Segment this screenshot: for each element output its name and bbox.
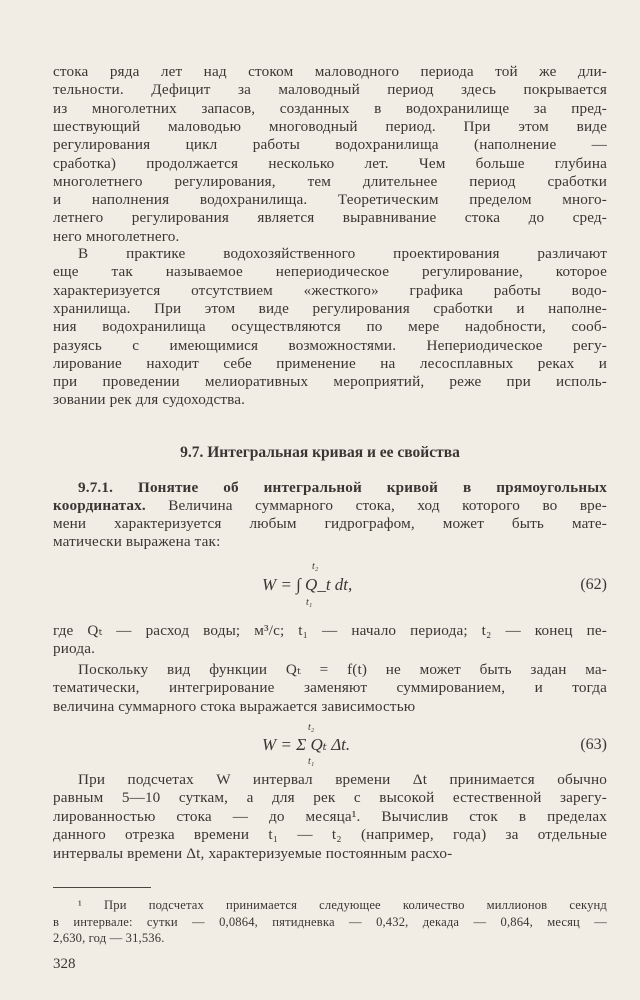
subsection-title-line	[78, 479, 607, 497]
paragraph-1-line: шествующий маловодью многоводный период. При этом виде	[53, 117, 607, 135]
subsection-lines-line: матически выражена так:	[53, 533, 221, 551]
paragraph-4-line: тематически, интегрирование заменяют суммированием, и тогда	[53, 679, 607, 697]
paragraph-4-line: Поскольку вид функции Qₜ = f(t) не может быть задан ма-	[78, 661, 607, 678]
paragraph-1-line: регулирования цикл работы водохранилища (наполнение —	[53, 136, 607, 154]
paragraph-5-line: равным 5—10 суткам, а для рек с высокой естественной зарегу-	[53, 789, 607, 807]
paragraph-4-line: величина суммарного стока выражается зависимостью	[53, 697, 416, 715]
footnote-divider	[53, 887, 151, 888]
paragraph-2-line: лирование находит себе применение на лесосплавных реках и	[53, 354, 607, 372]
paragraph-1-line: и наполнения водохранилища. Теоретическим пределом много-	[53, 191, 607, 209]
paragraph-2-line: при проведении мелиоративных мероприятий, реже при исполь-	[53, 373, 607, 391]
formula-63-lower-limit: t₁	[308, 756, 315, 767]
paragraph-5-line: интервалы времени Δt, характеризуемые постоянным расхо-	[53, 844, 453, 862]
section-heading: 9.7. Интегральная кривая и ее свойства	[180, 444, 460, 461]
paragraph-2-line: ния водохранилища осуществляются по мере надобности, сооб-	[53, 318, 607, 336]
footnote-line: ¹ При подсчетах принимается следующее количество миллионов секунд	[78, 898, 607, 912]
subsection-title: 9.7.1. Понятие об интегральной кривой в прямоугольных	[78, 479, 607, 496]
paragraph-3-line: риода.	[53, 640, 96, 658]
paragraph-1-line: тельности. Дефицит за маловодный период здесь покрывается	[53, 81, 607, 99]
subsection-title-cont: координатах.	[53, 497, 146, 514]
paragraph-2-line: хранилища. При этом виде регулирования сработки и наполне-	[53, 299, 607, 317]
formula-62-expression: W = ∫ Q_t dt,	[262, 575, 353, 594]
paragraph-5-line: лированностью стока — до месяца¹. Вычислив сток в пределах	[53, 807, 607, 825]
paragraph-1-line: многолетнего регулирования, тем длительнее период сработки	[53, 172, 607, 190]
formula-62-upper-limit: t₂	[312, 561, 319, 572]
footnote-line: в интервале: сутки — 0,0864, пятидневка — 0,432, декада — 0,864, месяц —	[53, 914, 607, 929]
paragraph-2-line: разуясь с имеющимися возможностями. Непериодическое регу-	[53, 336, 607, 354]
subsection-lines-line: мени характеризуется любым гидрографом, может быть мате-	[53, 515, 607, 532]
page-number: 328	[53, 956, 76, 972]
paragraph-1-line: стока ряда лет над стоком маловодного периода той же дли-	[53, 63, 607, 80]
paragraph-1-line: из многолетних запасов, созданных в водохранилище за пред-	[53, 99, 607, 117]
paragraph-5-line: данного отрезка времени t₁ — t₂ (например, года) за отдельные	[53, 826, 607, 844]
paragraph-1-line: него многолетнего.	[53, 227, 180, 245]
paragraph-2-line: зовании рек для судоходства.	[53, 391, 246, 409]
subsection-title-line-2	[53, 497, 607, 515]
paragraph-2-line: характеризуется отсутствием «жесткого» графика работы водо-	[53, 281, 607, 299]
paragraph-1-line: сработка) продолжается несколько лет. Чем больше глубина	[53, 154, 607, 172]
paragraph-2-line: В практике водохозяйственного проектирования различают	[78, 245, 607, 262]
formula-63-expression: W = Σ Qₜ Δt.	[262, 735, 351, 754]
footnote-line: 2,630, год — 31,536.	[53, 931, 165, 945]
paragraph-3-line: где Qₜ — расход воды; м³/с; t₁ — начало периода; t₂ — конец пе-	[53, 622, 607, 639]
paragraph-1-line: летнего регулирования является выравнивание стока до сред-	[53, 209, 607, 227]
equation-number-62: (62)	[580, 576, 607, 593]
paragraph-2-line: еще так называемое непериодическое регулирование, которое	[53, 263, 607, 281]
subsection-text: Величина суммарного стока, ход которого во вре-	[168, 497, 607, 514]
formula-62-lower-limit: t₁	[306, 597, 313, 608]
paragraph-5-line: При подсчетах W интервал времени Δt принимается обычно	[78, 771, 607, 788]
equation-number-63: (63)	[580, 736, 607, 753]
formula-63-upper-limit: t₂	[308, 722, 315, 733]
